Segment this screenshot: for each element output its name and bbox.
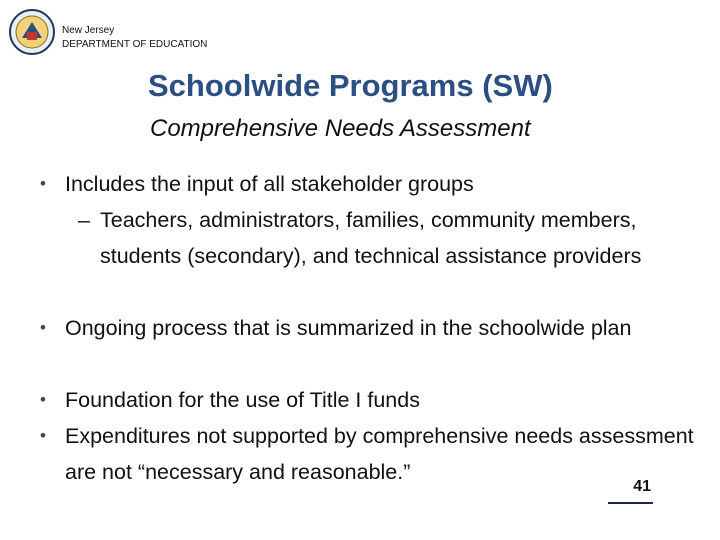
bullet-text: Includes the input of all stakeholder groups	[65, 172, 474, 196]
nj-state-seal-icon	[8, 8, 56, 56]
bullet-text: Foundation for the use of Title I funds	[65, 388, 420, 412]
org-line-department: DEPARTMENT OF EDUCATION	[62, 39, 208, 50]
sub-bullet-item	[78, 202, 658, 274]
bullet-dot-icon: •	[40, 426, 46, 445]
bullet-item	[40, 310, 700, 346]
bullet-item	[40, 382, 700, 418]
bullet-item	[40, 418, 700, 490]
bullet-text: Ongoing process that is summarized in the schoolwide plan	[65, 316, 632, 340]
bullet-dot-icon: •	[40, 390, 46, 409]
slide-number: 41	[633, 478, 651, 495]
org-line-state: New Jersey	[62, 25, 115, 36]
bullet-item	[40, 166, 700, 202]
sub-bullet-dash-icon: –	[78, 208, 90, 232]
org-name	[62, 24, 207, 52]
slide-subtitle: Comprehensive Needs Assessment	[150, 115, 531, 142]
bullet-text: Expenditures not supported by comprehensive needs assessment are not “necessary and reasonable.”	[65, 424, 694, 484]
slide-title: Schoolwide Programs (SW)	[148, 68, 553, 103]
bullet-dot-icon: •	[40, 174, 46, 193]
slide-number-box	[608, 476, 653, 504]
sub-bullet-text: Teachers, administrators, families, community members, students (secondary), and technical assistance providers	[100, 208, 642, 268]
bullet-dot-icon: •	[40, 318, 46, 337]
